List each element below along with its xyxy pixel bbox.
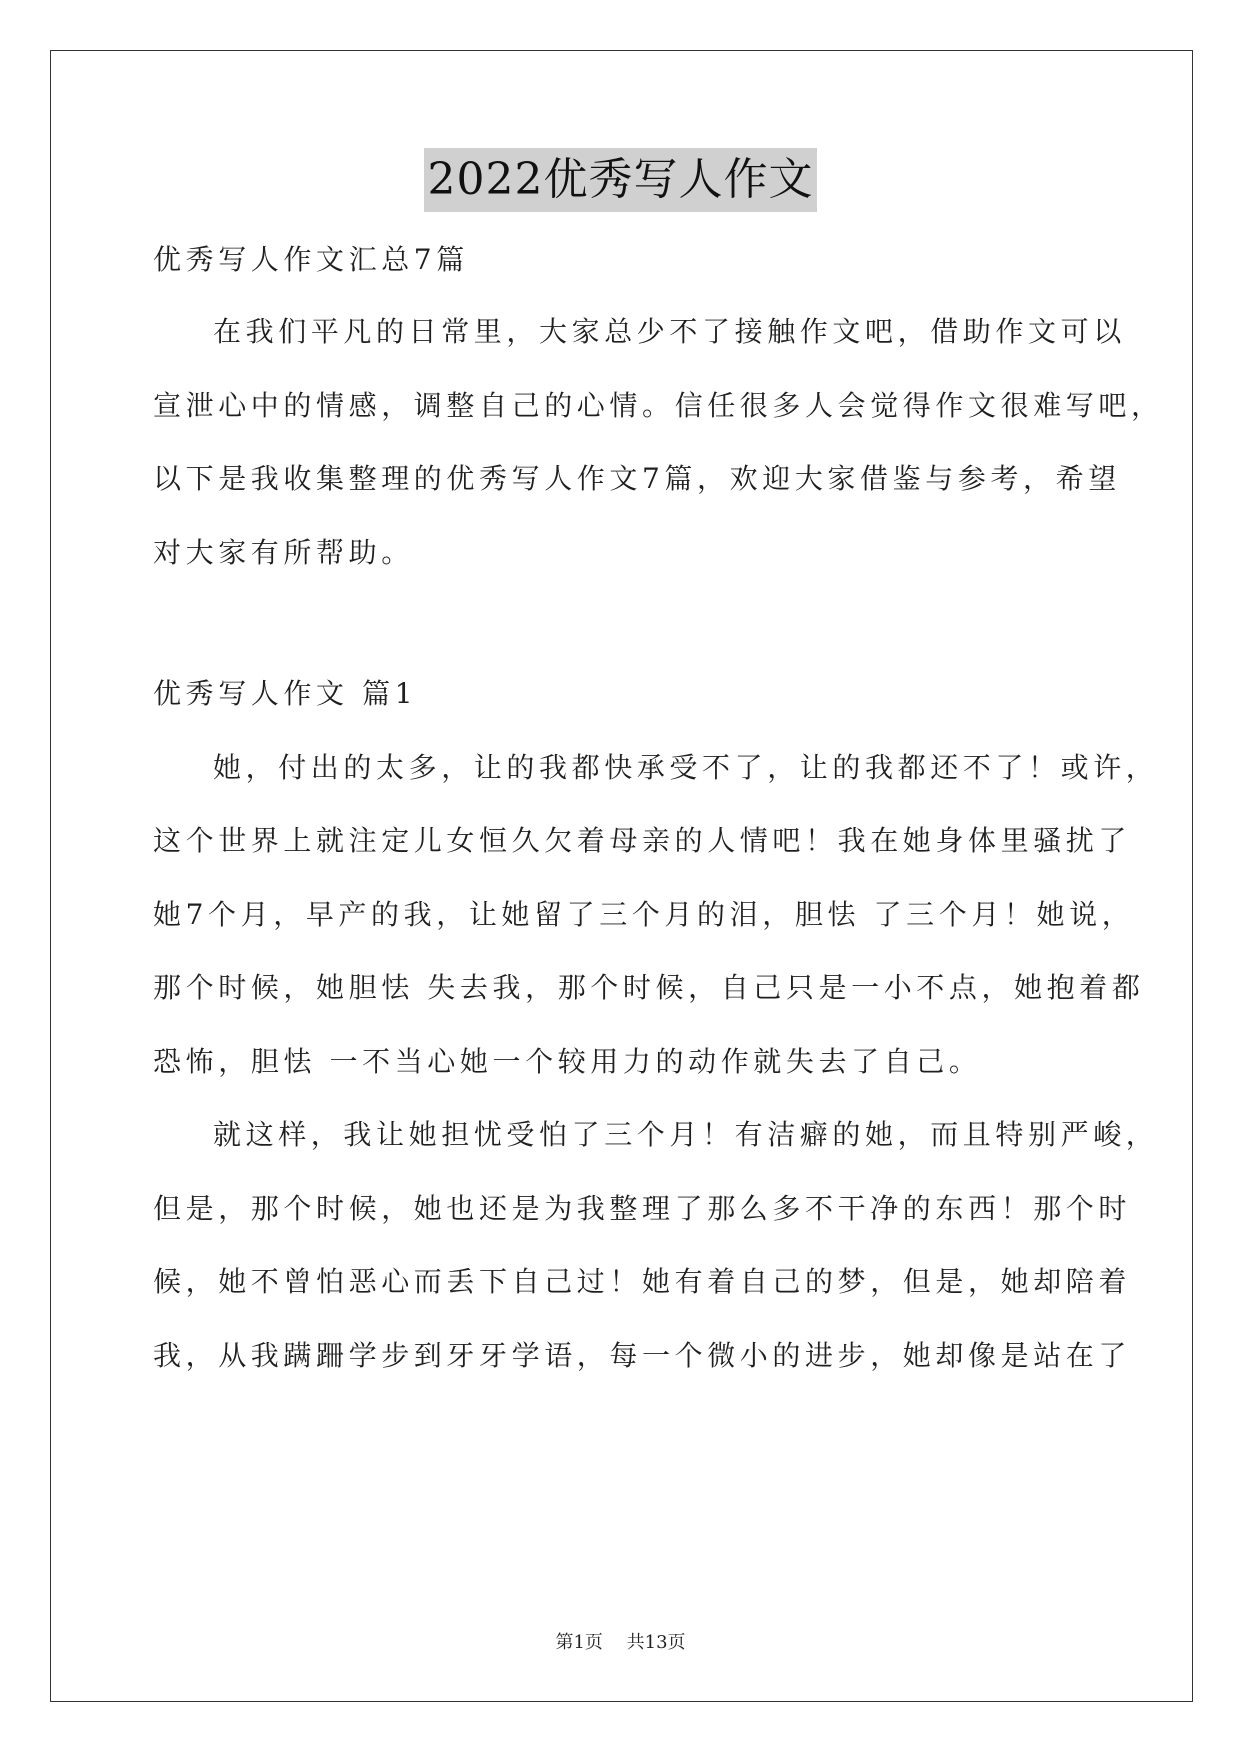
paragraph-line: 以下是我收集整理的优秀写人作文7篇，欢迎大家借鉴与参考，希望 bbox=[153, 462, 1121, 495]
paragraph-line: 候，她不曾怕恶心而丢下自己过！她有着自己的梦，但是，她却陪着 bbox=[153, 1265, 1132, 1298]
document-title: 2022优秀写人作文 bbox=[424, 148, 818, 212]
paragraph-line: 对大家有所帮助。 bbox=[153, 536, 414, 569]
paragraph-line: 我，从我蹒跚学步到牙牙学语，每一个微小的进步，她却像是站在了 bbox=[153, 1339, 1132, 1372]
page-total: 共13页 bbox=[626, 1632, 686, 1653]
page-number: 第1页 bbox=[555, 1632, 603, 1653]
subtitle: 优秀写人作文汇总7篇 bbox=[153, 243, 469, 276]
page-border bbox=[50, 50, 1193, 1702]
paragraph-line: 这个世界上就注定儿女恒久欠着母亲的人情吧！我在她身体里骚扰了 bbox=[153, 824, 1132, 857]
page-footer bbox=[0, 1630, 1241, 1656]
paragraph-line: 但是，那个时候，她也还是为我整理了那么多不干净的东西！那个时 bbox=[153, 1192, 1132, 1225]
paragraph-line: 宣泄心中的情感，调整自己的心情。信任很多人会觉得作文很难写吧， bbox=[153, 389, 1164, 422]
paragraph-line: 那个时候，她胆怯 失去我，那个时候，自己只是一小不点，她抱着都 bbox=[153, 971, 1145, 1004]
paragraph-line: 就这样，我让她担忧受怕了三个月！有洁癖的她，而且特别严峻， bbox=[213, 1118, 1159, 1151]
title-container bbox=[0, 148, 1241, 212]
paragraph-line: 她，付出的太多，让的我都快承受不了，让的我都还不了！或许， bbox=[213, 751, 1159, 784]
section-heading: 优秀写人作文 篇1 bbox=[153, 677, 418, 710]
paragraph-line: 在我们平凡的日常里，大家总少不了接触作文吧，借助作文可以 bbox=[213, 315, 1126, 348]
paragraph-line: 恐怖，胆怯 一不当心她一个较用力的动作就失去了自己。 bbox=[153, 1045, 982, 1078]
paragraph-line: 她7个月，早产的我，让她留了三个月的泪，胆怯 了三个月！她说， bbox=[153, 898, 1135, 931]
